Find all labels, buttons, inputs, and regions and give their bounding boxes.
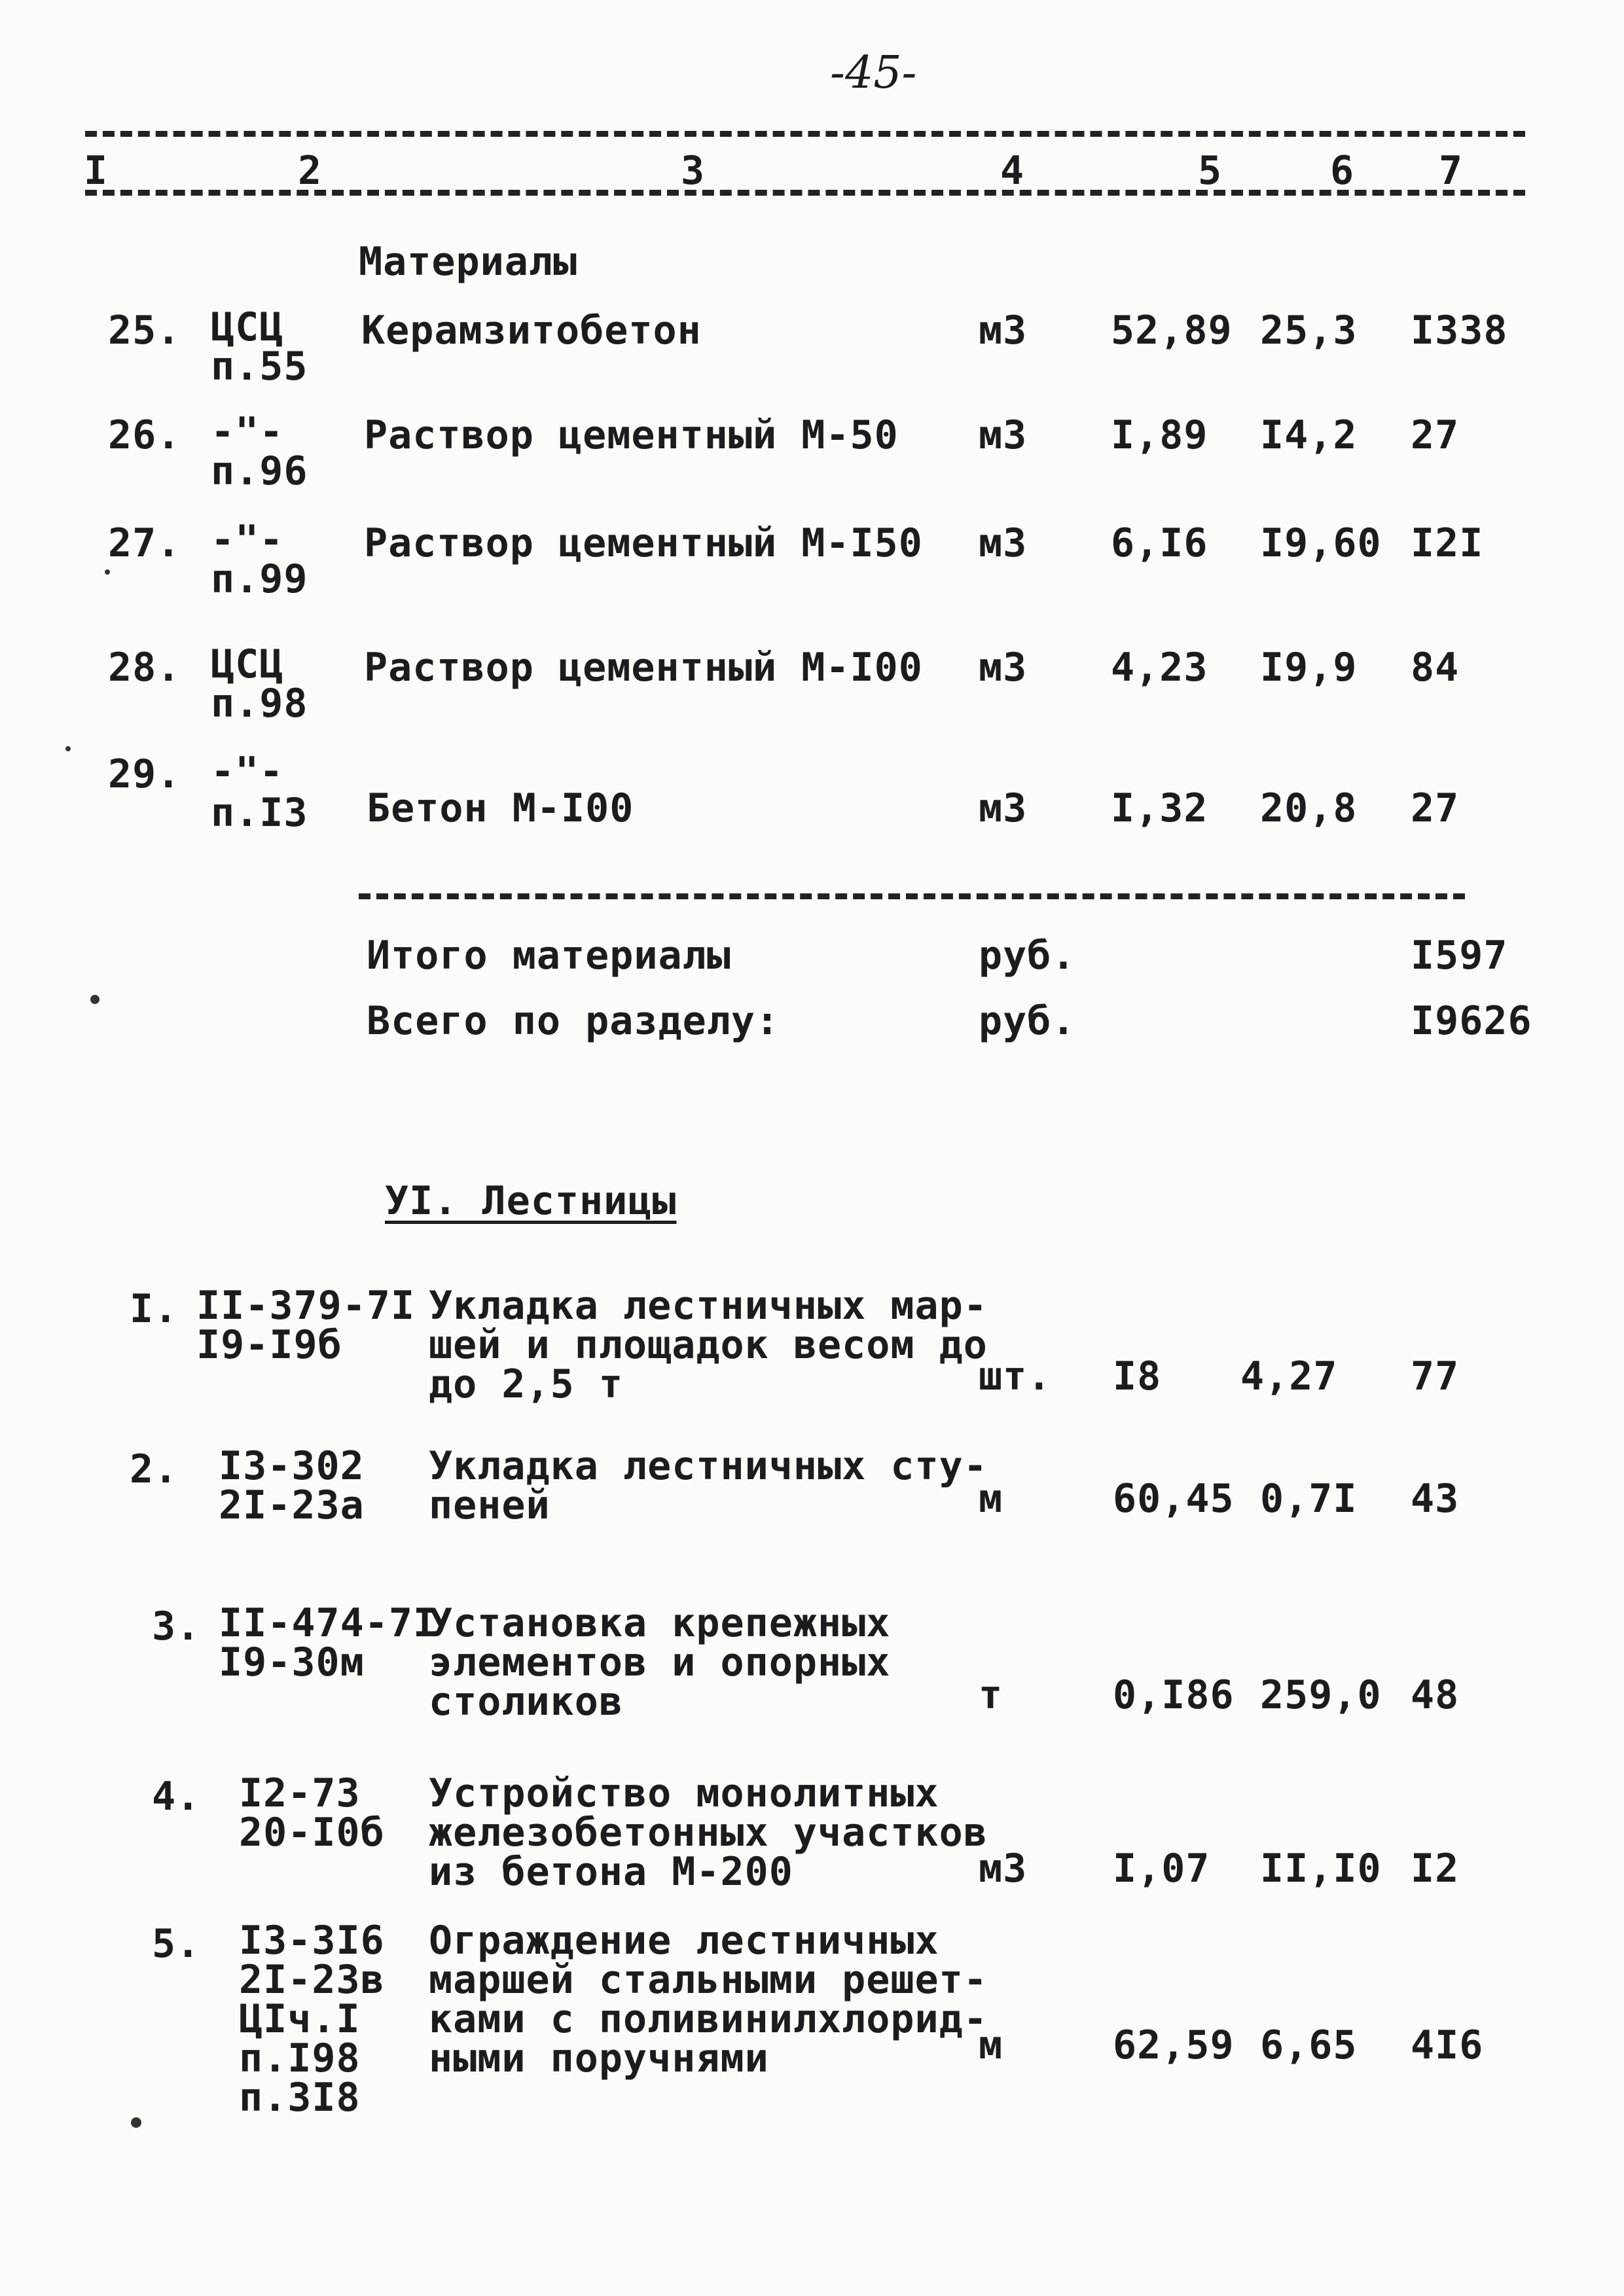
item-name: Устройство монолитных железобетонных участков из бетона М-200 [429,1770,988,1895]
column-header-2: 2 [298,148,322,194]
quantity: 52,89 [1111,308,1233,353]
total-section-label: Всего по разделу: [367,998,780,1044]
total-cost: 4I6 [1411,2022,1484,2068]
scan-speck [65,746,71,751]
total-materials-value: I597 [1411,933,1508,978]
total-materials-label: Итого материалы [367,933,731,978]
total-cost: I2I [1411,520,1484,566]
norm-code: -"- п.I3 [211,749,308,836]
row-number: 29. [108,751,181,797]
row-number: 4. [152,1774,201,1820]
unit-price: I4,2 [1260,412,1358,458]
quantity: I8 [1113,1354,1162,1399]
row-number: 2. [130,1446,179,1492]
row-number: 3. [152,1604,201,1649]
column-header-4: 4 [1000,148,1024,194]
quantity: I,89 [1111,412,1208,458]
item-name: Укладка лестничных мар- шей и площадок весом до до 2,5 т [429,1283,988,1407]
unit-price: I9,60 [1260,520,1382,566]
total-cost: 27 [1411,785,1460,831]
unit-price: 4,27 [1240,1354,1338,1399]
quantity: 0,I86 [1113,1672,1235,1718]
header-bottom-dashline [85,190,1525,196]
norm-code: ЦСЦ п.55 [211,304,308,389]
row-number: 5. [152,1921,201,1967]
item-name: Ограждение лестничных маршей стальными решет- ками с поливинилхлорид- ными поручнями [429,1918,988,2081]
row-number: 28. [108,645,181,691]
unit-price: I9,9 [1260,645,1358,691]
section-heading-stairs: УI. Лестницы [385,1178,677,1224]
unit: м3 [979,308,1028,353]
materials-heading: Материалы [359,239,578,285]
unit: м3 [979,1846,1028,1892]
unit-price: 259,0 [1260,1672,1382,1718]
unit-price: II,I0 [1260,1846,1382,1892]
total-materials-unit: руб. [979,933,1076,978]
item-name: Раствор цементный М-50 [364,412,899,458]
column-header-1: I [84,148,108,194]
column-header-7: 7 [1439,148,1463,194]
quantity: 60,45 [1113,1476,1235,1522]
total-section-unit: руб. [979,998,1076,1044]
item-name: Раствор цементный М-I00 [364,645,923,691]
quantity: 62,59 [1113,2022,1235,2068]
row-number: 25. [108,308,181,353]
norm-code: II-474-7I I9-30м [219,1600,438,1685]
unit: м3 [979,785,1028,831]
quantity: I,32 [1111,785,1208,831]
page-number: -45- [830,47,917,99]
total-cost: 48 [1411,1672,1460,1718]
item-name: Установка крепежных элементов и опорных столиков [429,1600,891,1725]
quantity: 4,23 [1111,645,1208,691]
norm-code: -"- п.99 [211,517,308,602]
scan-speck [105,569,110,575]
norm-code: I3-302 2I-23а [219,1443,365,1528]
unit: м [979,1476,1003,1522]
unit: м3 [979,645,1028,691]
item-name: Бетон М-I00 [367,785,634,831]
unit: м3 [979,520,1028,566]
total-cost: I2 [1411,1846,1460,1892]
unit: м3 [979,412,1028,458]
quantity: I,07 [1113,1846,1210,1892]
unit: шт. [979,1354,1052,1399]
norm-code: I3-3I6 2I-23в ЦIч.I п.I98 п.3I8 [239,1918,385,2121]
item-name: Раствор цементный М-I50 [364,520,923,566]
scan-speck [131,2117,141,2128]
item-name: Керамзитобетон [361,308,702,353]
row-number: 26. [108,412,181,458]
column-header-3: 3 [681,148,705,194]
norm-code: I2-73 20-I0б [239,1770,385,1856]
header-top-dashline [85,131,1525,137]
row-number: 27. [108,520,181,566]
total-cost: I338 [1411,308,1508,353]
unit: м [979,2022,1003,2068]
total-cost: 84 [1411,645,1460,691]
item-name: Укладка лестничных сту- пеней [429,1443,988,1528]
column-header-5: 5 [1198,148,1222,194]
total-cost: 77 [1411,1354,1460,1399]
unit-price: 20,8 [1260,785,1358,831]
unit-price: 6,65 [1260,2022,1358,2068]
quantity: 6,I6 [1111,520,1208,566]
norm-code: ЦСЦ п.98 [211,641,308,726]
total-section-value: I9626 [1411,998,1532,1044]
unit-price: 25,3 [1260,308,1358,353]
norm-code: II-379-7I I9-I9б [196,1283,416,1368]
total-cost: 43 [1411,1476,1460,1522]
column-header-6: 6 [1330,148,1354,194]
scan-speck [90,995,99,1004]
unit-price: 0,7I [1260,1476,1358,1522]
row-number: I. [130,1286,179,1332]
total-cost: 27 [1411,412,1460,458]
norm-code: -"- п.96 [211,409,308,494]
subtotal-dashline [359,893,1465,899]
unit: т [979,1672,1003,1718]
